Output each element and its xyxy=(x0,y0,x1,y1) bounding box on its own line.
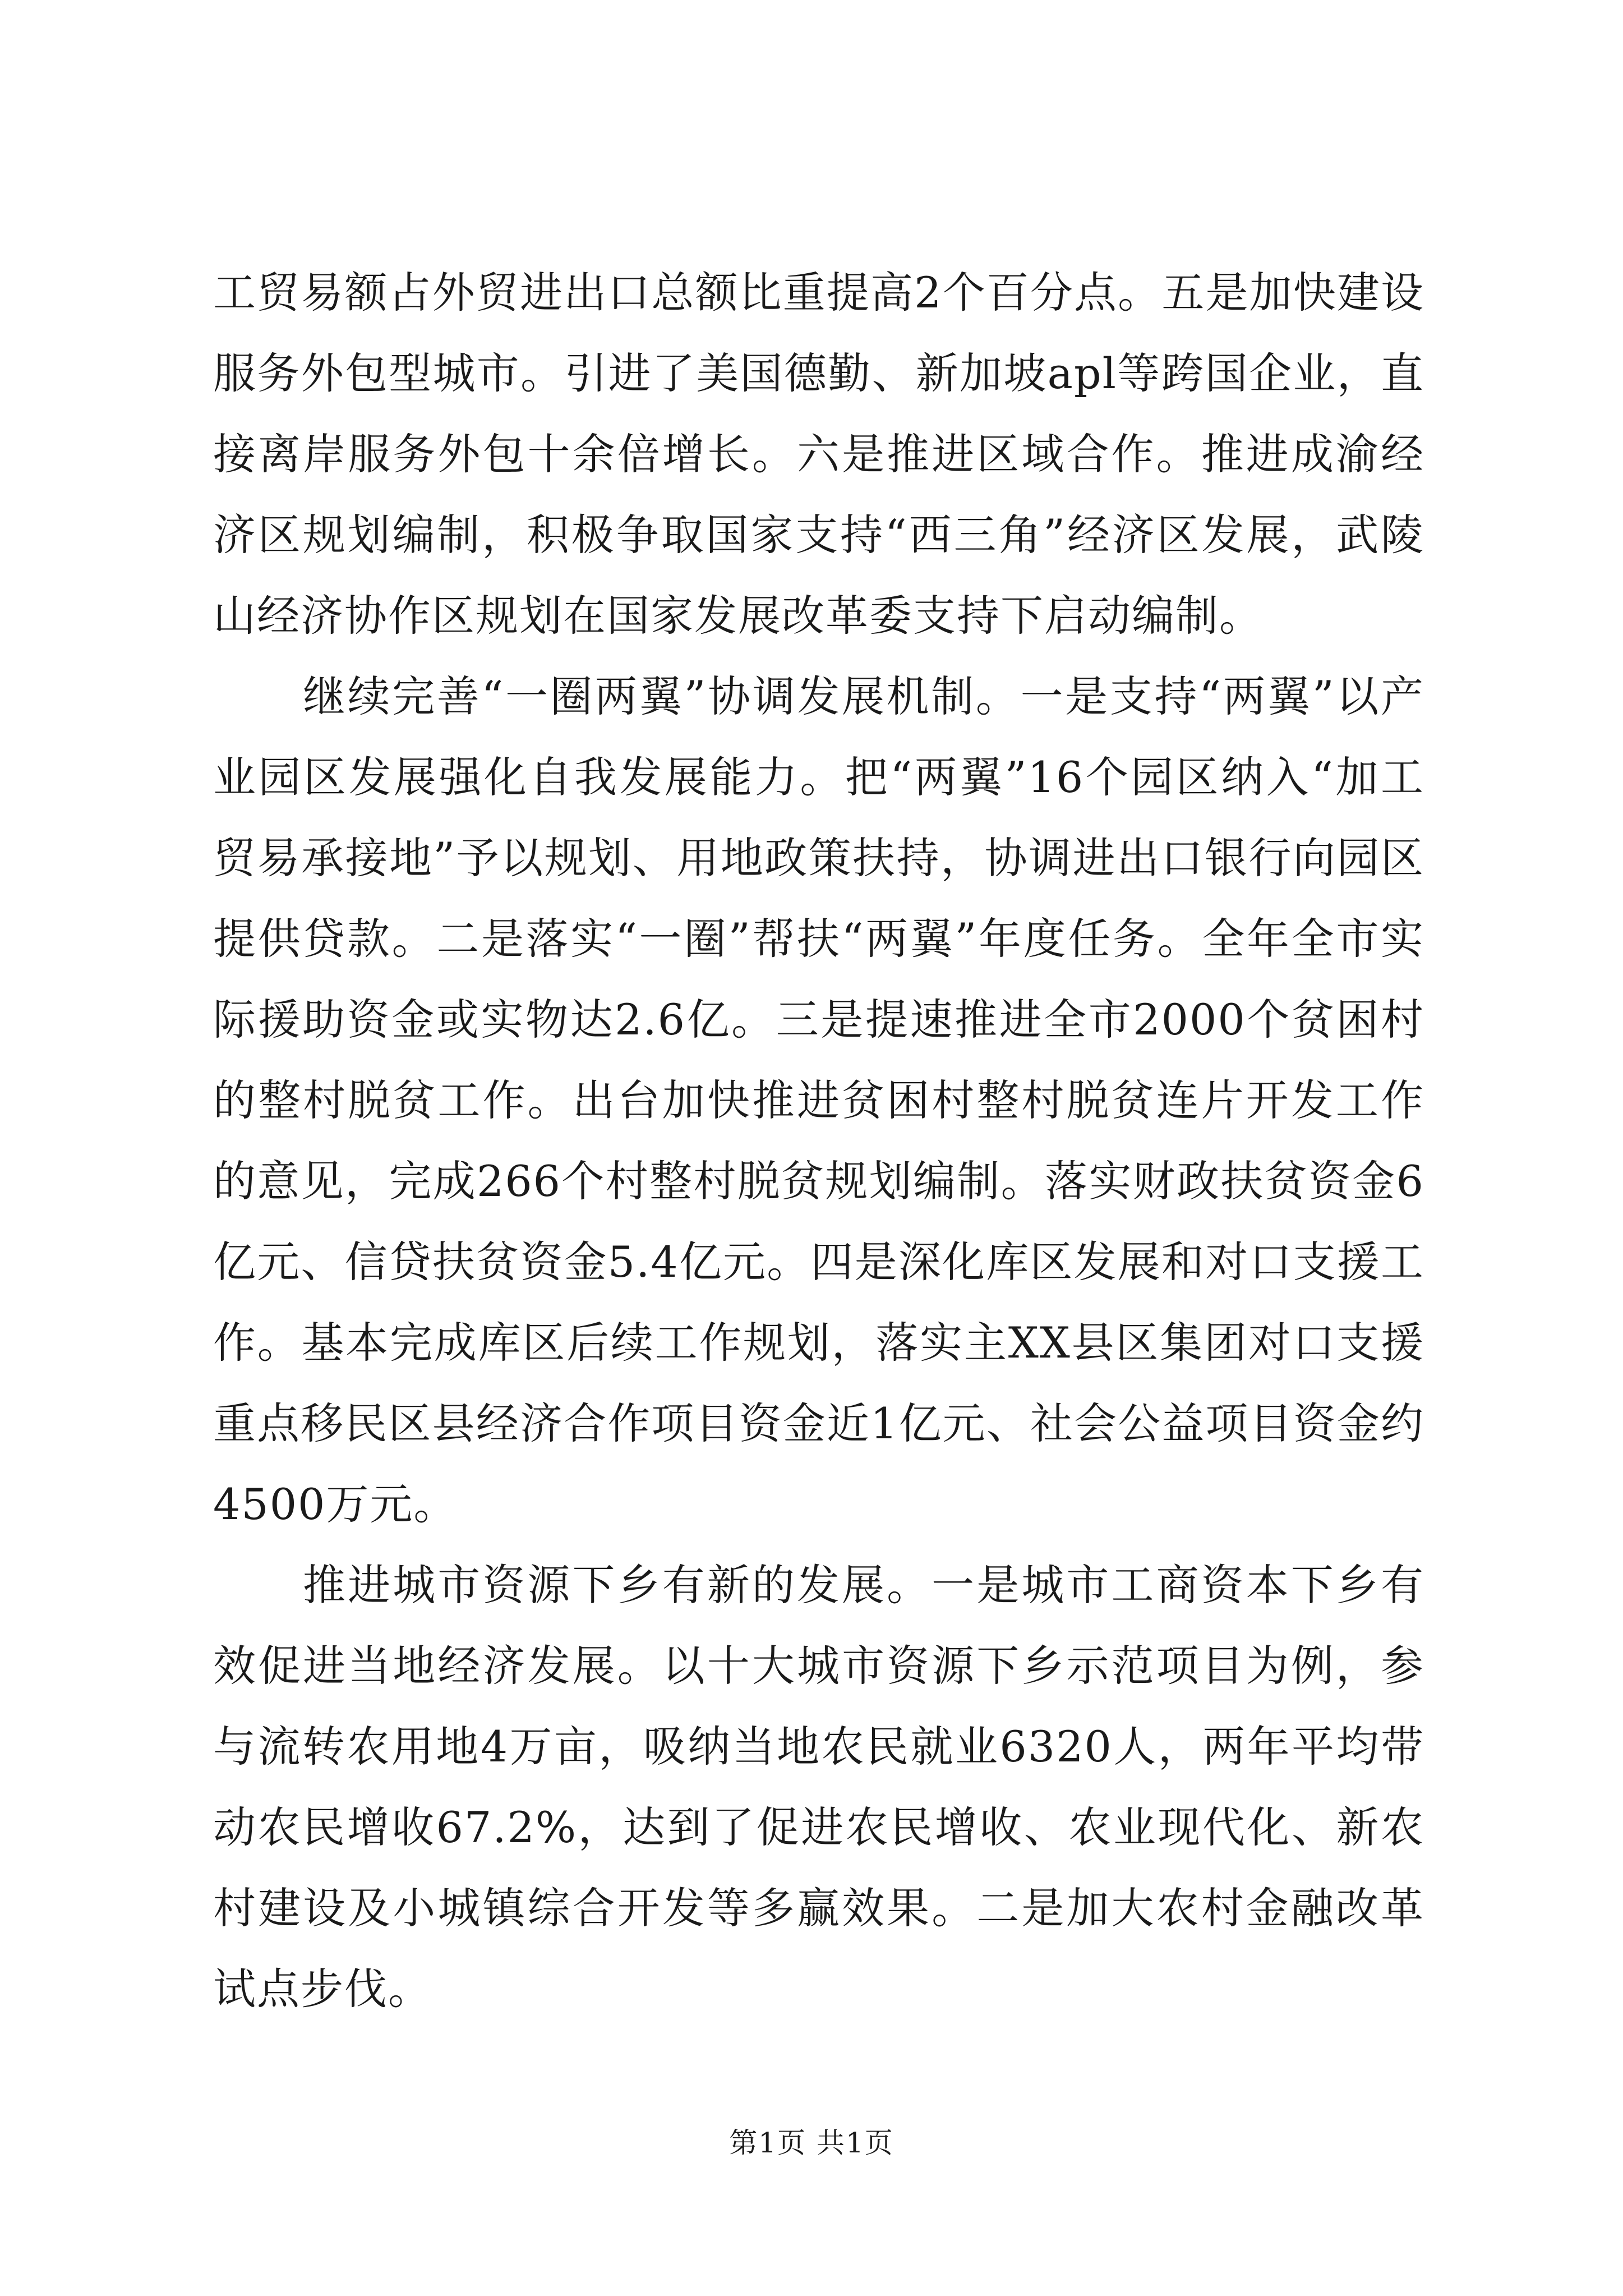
paragraph-2: 继续完善“一圈两翼”协调发展机制。一是支持“两翼”以产业园区发展强化自我发展能力。把“两翼”16个园区纳入“加工贸易承接地”予以规划、用地政策扶持，协调进出口银行向园区提供贷款。二是落实“一圈”帮扶“两翼”年度任务。全年全市实际援助资金或实物达2.6亿。三是提速推进全市2000个贫困村的整村脱贫工作。出台加快推进贫困村整村脱贫连片开发工作的意见，完成266个村整村脱贫规划编制。落实财政扶贫资金6亿元、信贷扶贫资金5.4亿元。四是深化库区发展和对口支援工作。基本完成库区后续工作规划，落实主XX县区集团对口支援重点移民区县经济合作项目资金近1亿元、社会公益项目资金约4500万元。 xyxy=(213,671,1424,1529)
paragraph-3: 推进城市资源下乡有新的发展。一是城市工商资本下乡有效促进当地经济发展。以十大城市资源下乡示范项目为例，参与流转农用地4万亩，吸纳当地农民就业6320人，两年平均带动农民增收67.2%，达到了促进农民增收、农业现代化、新农村建设及小城镇综合开发等多赢效果。二是加大农村金融改革试点步伐。 xyxy=(213,1560,1424,2014)
page-footer: 第1页 共1页 xyxy=(729,2127,894,2159)
paragraph-1: 工贸易额占外贸进出口总额比重提高2个百分点。五是加快建设服务外包型城市。引进了美国德勤、新加坡apl等跨国企业，直接离岸服务外包十余倍增长。六是推进区域合作。推进成渝经济区规划编制，积极争取国家支持“西三角”经济区发展，武陵山经济协作区规划在国家发展改革委支持下启动编制。 xyxy=(213,268,1424,641)
document-body xyxy=(213,252,1424,2030)
